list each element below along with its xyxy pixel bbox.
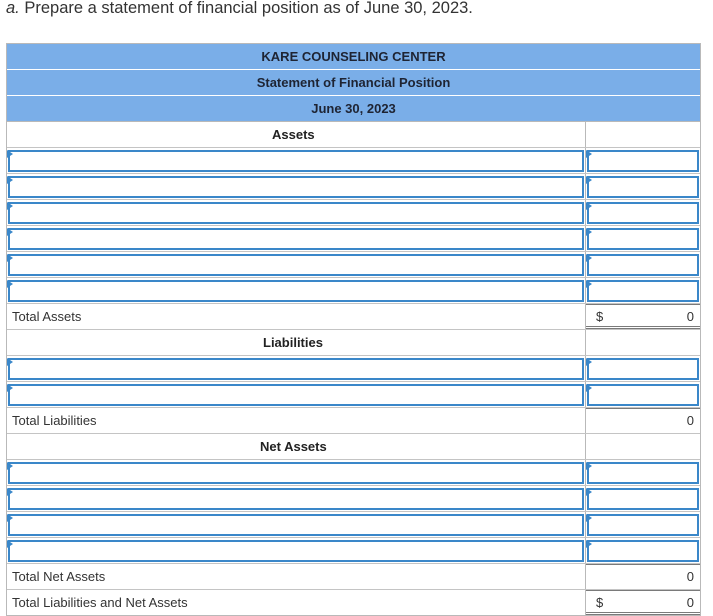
asset-account-input[interactable] — [8, 228, 584, 250]
dropdown-arrow-icon — [586, 228, 592, 236]
net-asset-amount-input[interactable] — [587, 488, 699, 510]
net-asset-row — [7, 460, 700, 486]
dropdown-arrow-icon — [586, 462, 592, 470]
dropdown-arrow-icon — [7, 358, 13, 366]
dropdown-arrow-icon — [586, 488, 592, 496]
dropdown-arrow-icon — [7, 202, 13, 210]
asset-amount-input[interactable] — [587, 202, 699, 224]
dropdown-arrow-icon — [586, 176, 592, 184]
asset-account-input[interactable] — [8, 176, 584, 198]
liabilities-heading: Liabilities — [263, 335, 323, 350]
total-net-assets-value: 0 — [686, 569, 694, 584]
dropdown-arrow-icon — [7, 176, 13, 184]
financial-statement-table — [6, 43, 701, 616]
net-asset-amount-input[interactable] — [587, 540, 699, 562]
asset-account-input[interactable] — [8, 254, 584, 276]
total-net-assets-cell — [586, 564, 700, 589]
assets-heading: Assets — [272, 127, 315, 142]
net-assets-heading: Net Assets — [260, 439, 327, 454]
dropdown-arrow-icon — [7, 254, 13, 262]
liability-amount-input[interactable] — [587, 358, 699, 380]
total-net-assets-row — [7, 564, 700, 590]
dropdown-arrow-icon — [7, 150, 13, 158]
net-asset-account-input[interactable] — [8, 514, 584, 536]
total-liab-net-currency: $ — [596, 595, 604, 610]
org-name: KARE COUNSELING CENTER — [7, 44, 700, 70]
asset-account-input[interactable] — [8, 150, 584, 172]
liability-row — [7, 356, 700, 382]
total-liabilities-row — [7, 408, 700, 434]
total-net-assets-label: Total Net Assets — [12, 569, 106, 584]
total-liab-net-row — [7, 590, 700, 615]
dropdown-arrow-icon — [586, 540, 592, 548]
question-body: Prepare a statement of financial position as of June 30, 2023. — [19, 0, 473, 17]
net-asset-account-input[interactable] — [8, 462, 584, 484]
dropdown-arrow-icon — [7, 384, 13, 392]
liability-row — [7, 382, 700, 408]
dropdown-arrow-icon — [586, 254, 592, 262]
asset-row — [7, 200, 700, 226]
asset-amount-input[interactable] — [587, 150, 699, 172]
net-asset-account-input[interactable] — [8, 488, 584, 510]
liability-account-input[interactable] — [8, 358, 584, 380]
asset-account-input[interactable] — [8, 280, 584, 302]
dropdown-arrow-icon — [586, 358, 592, 366]
dropdown-arrow-icon — [7, 280, 13, 288]
dropdown-arrow-icon — [7, 488, 13, 496]
net-assets-heading-row — [7, 434, 700, 460]
net-asset-amount-input[interactable] — [587, 514, 699, 536]
dropdown-arrow-icon — [7, 540, 13, 548]
total-assets-currency: $ — [596, 309, 604, 324]
dropdown-arrow-icon — [7, 514, 13, 522]
total-liabilities-value: 0 — [686, 413, 694, 428]
asset-row — [7, 278, 700, 304]
net-asset-row — [7, 538, 700, 564]
net-asset-amount-input[interactable] — [587, 462, 699, 484]
liabilities-heading-row — [7, 330, 700, 356]
asset-amount-input[interactable] — [587, 254, 699, 276]
dropdown-arrow-icon — [586, 150, 592, 158]
dropdown-arrow-icon — [586, 280, 592, 288]
dropdown-arrow-icon — [586, 384, 592, 392]
statement-date: June 30, 2023 — [7, 96, 700, 122]
liability-amount-input[interactable] — [587, 384, 699, 406]
statement-title: Statement of Financial Position — [7, 70, 700, 96]
liability-account-input[interactable] — [8, 384, 584, 406]
question-text — [6, 0, 473, 18]
total-liabilities-label: Total Liabilities — [12, 413, 97, 428]
asset-account-input[interactable] — [8, 202, 584, 224]
total-liab-net-value: 0 — [686, 595, 694, 610]
total-assets-row — [7, 304, 700, 330]
asset-row — [7, 174, 700, 200]
total-assets-label: Total Assets — [12, 309, 82, 324]
dropdown-arrow-icon — [586, 202, 592, 210]
asset-row — [7, 226, 700, 252]
total-liab-net-label: Total Liabilities and Net Assets — [12, 595, 188, 610]
asset-row — [7, 148, 700, 174]
net-asset-row — [7, 512, 700, 538]
total-liabilities-cell — [586, 408, 700, 433]
assets-heading-row — [7, 122, 700, 148]
dropdown-arrow-icon — [7, 228, 13, 236]
dropdown-arrow-icon — [586, 514, 592, 522]
net-asset-account-input[interactable] — [8, 540, 584, 562]
question-letter: a. — [6, 0, 20, 17]
asset-amount-input[interactable] — [587, 176, 699, 198]
asset-amount-input[interactable] — [587, 280, 699, 302]
asset-row — [7, 252, 700, 278]
total-assets-value: 0 — [686, 309, 694, 324]
net-asset-row — [7, 486, 700, 512]
dropdown-arrow-icon — [7, 462, 13, 470]
asset-amount-input[interactable] — [587, 228, 699, 250]
